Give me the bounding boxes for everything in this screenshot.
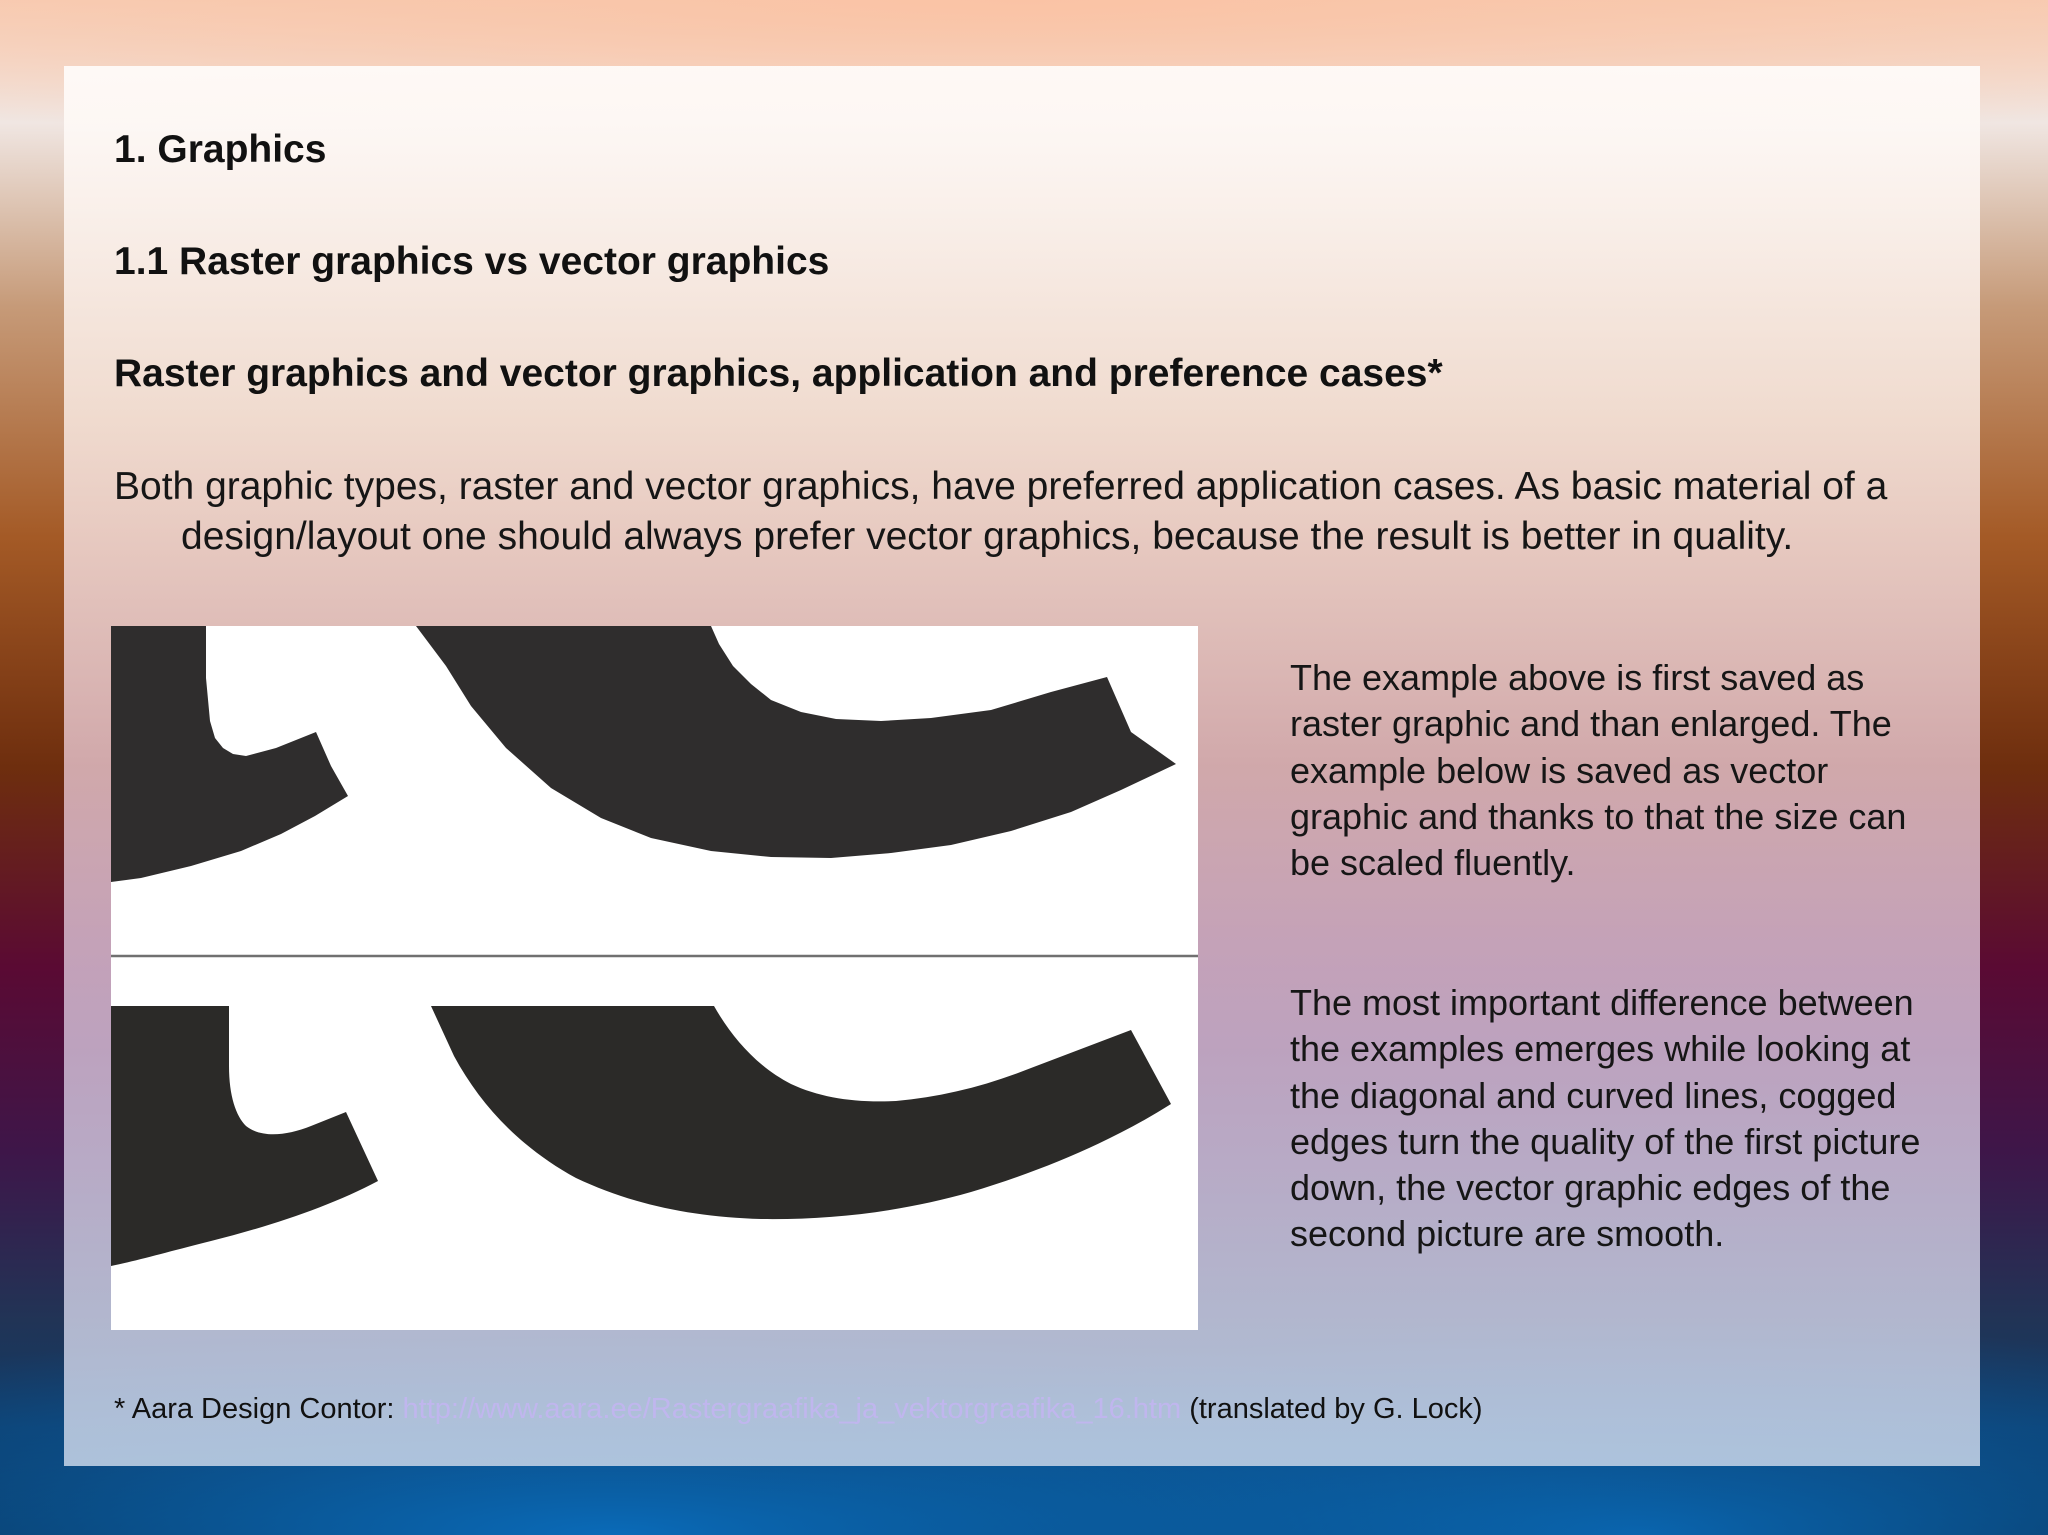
topic-heading: Raster graphics and vector graphics, application and preference cases*: [114, 352, 1443, 395]
footnote-suffix: (translated by G. Lock): [1181, 1393, 1483, 1425]
raster-vs-vector-figure: [111, 626, 1198, 1330]
vector-glyph-example: [111, 1006, 1171, 1266]
intro-paragraph: Both graphic types, raster and vector graphics, have preferred application cases. As basic material of a design/layout one should always prefer vector graphics, because the result is better in quality.: [114, 465, 1888, 558]
footnote: [114, 1393, 1483, 1426]
section-heading: 1. Graphics: [114, 128, 327, 171]
source-link[interactable]: http://www.aara.ee/Rastergraafika_ja_vektorgraafika_16.htm: [402, 1393, 1182, 1425]
raster-glyph-example: [111, 626, 1176, 882]
subsection-heading: 1.1 Raster graphics vs vector graphics: [114, 240, 830, 283]
raster-explanation: The example above is first saved as raster graphic and than enlarged. The example below is saved as vector graphic and thanks to that the size can be scaled fluently.: [1290, 657, 1907, 884]
footnote-prefix: * Aara Design Contor:: [114, 1393, 403, 1425]
difference-explanation: The most important difference between the examples emerges while looking at the diagonal and curved lines, cogged edges turn the quality of the first picture down, the vector graphic edges of the second picture are smooth.: [1290, 982, 1921, 1255]
